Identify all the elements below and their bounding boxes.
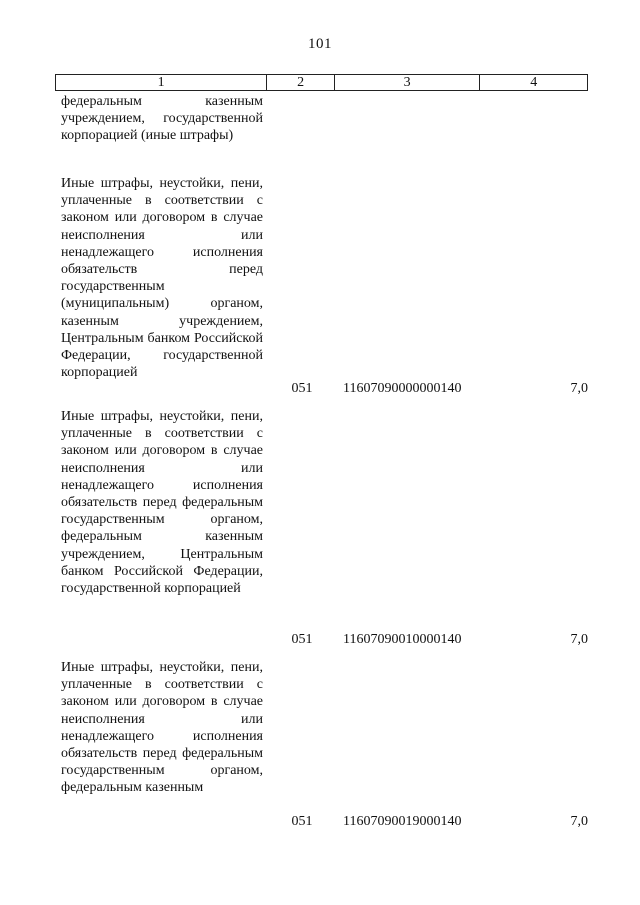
row-kbk-code: 11607090000000140 xyxy=(343,381,462,396)
row-description: федеральным казенным учреждением, государственной корпорацией (иные штрафы) xyxy=(61,94,263,144)
row-code: 051 xyxy=(291,632,313,647)
row-description: Иные штрафы, неустойки, пени, уплаченные в соответствии с законом или договором в случае неисполнения или ненадлежащего исполнения обязательств перед федеральным государственным органом, федеральным казенным xyxy=(61,660,263,796)
row-code: 051 xyxy=(291,381,313,396)
header-col-2: 2 xyxy=(267,75,335,90)
row-description: Иные штрафы, неустойки, пени, уплаченные в соответствии с законом или договором в случае неисполнения или ненадлежащего исполнения обязательств перед федеральным государственным органом, федеральным казенным учреждением, Центральным банком Российской Федерации, государственной корпорацией xyxy=(61,409,263,597)
header-col-4: 4 xyxy=(530,75,538,90)
row-code: 051 xyxy=(291,814,313,829)
header-col-3: 3 xyxy=(335,75,480,90)
page-number: 101 xyxy=(308,36,332,52)
table-row xyxy=(61,408,263,597)
row-value: 7,0 xyxy=(570,381,588,396)
row-value: 7,0 xyxy=(570,814,588,829)
header-col-1: 1 xyxy=(56,75,267,90)
table-row xyxy=(61,175,263,381)
row-description: Иные штрафы, неустойки, пени, уплаченные в соответствии с законом или договором в случае неисполнения или ненадлежащего исполнения обязательств перед государственным (муниципальным) органом, казенным учреждением, Центральным банком Российской Федерации, государственной корпорацией xyxy=(61,176,263,381)
row-value: 7,0 xyxy=(570,632,588,647)
row-kbk-code: 11607090010000140 xyxy=(343,632,462,647)
table-row xyxy=(61,659,263,797)
table-header-row xyxy=(55,74,588,91)
row-kbk-code: 11607090019000140 xyxy=(343,814,462,829)
table-row xyxy=(61,93,263,145)
